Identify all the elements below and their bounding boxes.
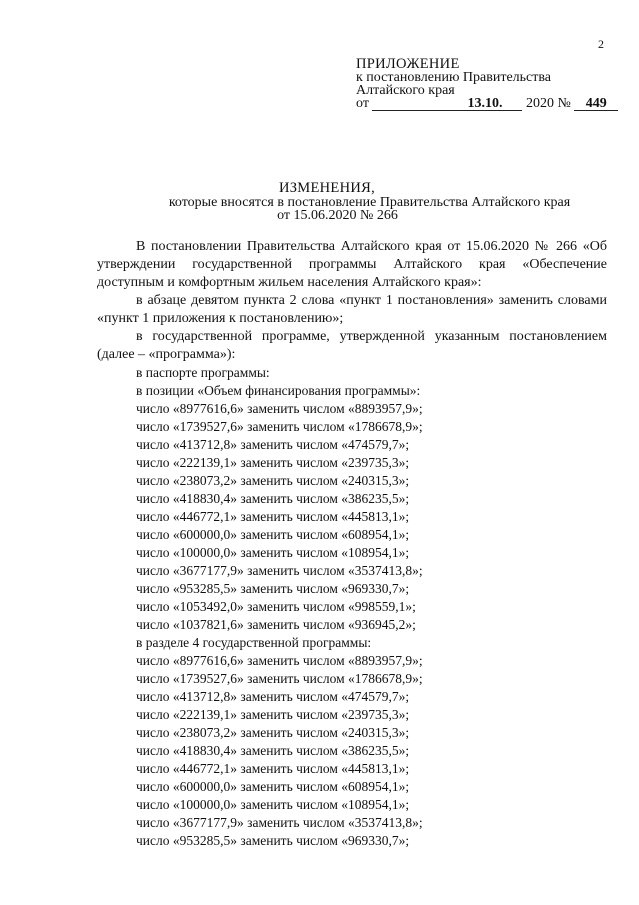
document-body (97, 238, 607, 850)
list-item: число «238073,2» заменить числом «240315,3»; (136, 473, 410, 488)
from-label: от (356, 96, 369, 111)
heading-subtitle: которые вносятся в постановление Правительства Алтайского края (168, 194, 571, 210)
page-number: 2 (598, 37, 604, 51)
appendix-block (356, 58, 618, 111)
list-item: число «600000,0» заменить числом «608954,1»; (136, 527, 410, 542)
list-item: число «8977616,6» заменить числом «8893957,9»; (136, 401, 423, 416)
paragraph-intro: В постановлении Правительства Алтайского края от 15.06.2020 № 266 «Об утверждении государственной программы Алтайского края «Обеспечение доступным и комфортным жильем населения Алтайского края»: (97, 239, 607, 290)
paragraph-clause-2: в абзаце девятом пункта 2 слова «пункт 1 постановления» заменить словами «пункт 1 приложения к постановлению»; (97, 293, 607, 326)
list-item: число «413712,8» заменить числом «474579,7»; (136, 689, 410, 704)
list-item: число «3677177,9» заменить числом «3537413,8»; (136, 563, 423, 578)
list-item: число «222139,1» заменить числом «239735,3»; (136, 707, 410, 722)
section4-intro: в разделе 4 государственной программы: (136, 635, 372, 650)
list-item: число «446772,1» заменить числом «445813,1»; (136, 509, 410, 524)
list-item: число «1739527,6» заменить числом «1786678,9»; (136, 419, 423, 434)
list-item: число «953285,5» заменить числом «969330,7»; (136, 833, 410, 848)
paragraph-program: в государственной программе, утвержденной указанным постановлением (далее – «программа»): (97, 329, 607, 362)
list-item: число «100000,0» заменить числом «108954,1»; (136, 545, 410, 560)
list-item: число «1739527,6» заменить числом «1786678,9»; (136, 671, 423, 686)
list-item: число «600000,0» заменить числом «608954,1»; (136, 779, 410, 794)
passport-position: в позиции «Объем финансирования программы»: (136, 383, 421, 398)
list-item: число «446772,1» заменить числом «445813,1»; (136, 761, 410, 776)
decree-number: 449 (574, 97, 618, 111)
list-item: число «1053492,0» заменить числом «998559,1»; (136, 599, 416, 614)
list-item: число «238073,2» заменить числом «240315,3»; (136, 725, 410, 740)
list-item: число «418830,4» заменить числом «386235,5»; (136, 743, 410, 758)
appendix-line-1: к постановлению Правительства (356, 70, 552, 85)
list-item: число «100000,0» заменить числом «108954,1»; (136, 797, 410, 812)
document-heading (0, 182, 639, 223)
appendix-title: ПРИЛОЖЕНИЕ (356, 56, 460, 72)
list-item: число «418830,4» заменить числом «386235,5»; (136, 491, 410, 506)
passport-intro: в паспорте программы: (136, 365, 270, 380)
decree-date-line (356, 97, 618, 111)
number-label: № (557, 96, 571, 111)
decree-year: 2020 (525, 96, 554, 111)
replacement-list (136, 364, 607, 850)
decree-date: 13.10. (372, 97, 506, 111)
list-item: число «1037821,6» заменить числом «936945,2»; (136, 617, 416, 632)
appendix-line-2: Алтайского края (356, 83, 455, 98)
list-item: число «413712,8» заменить числом «474579,7»; (136, 437, 410, 452)
heading-title: ИЗМЕНЕНИЯ, (278, 180, 376, 196)
list-item: число «953285,5» заменить числом «969330,7»; (136, 581, 410, 596)
list-item: число «8977616,6» заменить числом «8893957,9»; (136, 653, 423, 668)
list-item: число «3677177,9» заменить числом «3537413,8»; (136, 815, 423, 830)
list-item: число «222139,1» заменить числом «239735,3»; (136, 455, 410, 470)
heading-reference: от 15.06.2020 № 266 (277, 208, 398, 223)
decree-date-underline (506, 97, 522, 111)
